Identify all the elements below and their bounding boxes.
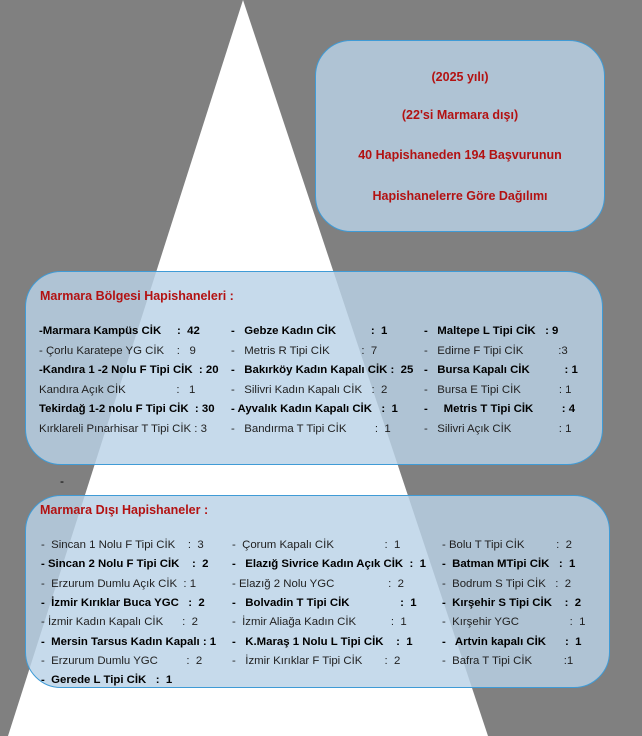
prison-entry: - Silivri Kadın Kapalı CİK : 2 bbox=[231, 383, 388, 396]
prison-entry: - İzmir Kadın Kapalı CİK : 2 bbox=[41, 616, 198, 629]
prison-row bbox=[26, 655, 609, 673]
prison-row bbox=[26, 558, 609, 576]
prison-entry: -Kandıra 1 -2 Nolu F Tipi CİK : 20 bbox=[39, 364, 219, 376]
prison-entry: - Bafra T Tipi CİK :1 bbox=[442, 654, 574, 667]
prison-entry: - Erzurum Dumlu Açık CİK : 1 bbox=[41, 577, 197, 590]
prison-row bbox=[26, 384, 602, 402]
prison-entry: - Bakırköy Kadın Kapalı CİK : 25 bbox=[231, 364, 414, 376]
prison-entry: - Sincan 2 Nolu F Tipi CİK : 2 bbox=[41, 558, 209, 571]
prison-row bbox=[26, 325, 602, 343]
outside-marmara-prisons-box bbox=[25, 495, 610, 688]
prison-entry: - Bursa Kapalı CİK : 1 bbox=[424, 364, 578, 376]
prison-entry: - Erzurum Dumlu YGC : 2 bbox=[41, 654, 203, 667]
prison-entry: - Mersin Tarsus Kadın Kapalı : 1 bbox=[41, 635, 217, 648]
prison-entry: - Silivri Açık CİK : 1 bbox=[424, 422, 572, 435]
prison-entry: - Maltepe L Tipi CİK : 9 bbox=[424, 325, 559, 337]
prison-entry: -Marmara Kampüs CİK : 42 bbox=[39, 325, 200, 337]
prison-entry: - Gerede L Tipi CİK : 1 bbox=[41, 674, 173, 687]
prison-entry: - Artvin kapalı CİK : 1 bbox=[442, 635, 582, 648]
prison-row bbox=[26, 364, 602, 382]
prison-entry: - Kırşehir S Tipi CİK : 2 bbox=[442, 596, 582, 609]
prison-entry: Tekirdağ 1-2 nolu F Tipi CİK : 30 bbox=[39, 403, 215, 415]
prison-row bbox=[26, 403, 602, 421]
prison-entry: - Batman MTipi CİK : 1 bbox=[442, 558, 576, 571]
summary-subtitle: Hapishanelerre Göre Dağılımı bbox=[372, 189, 548, 203]
outside-note: (22'si Marmara dışı) bbox=[401, 108, 519, 122]
prison-row bbox=[26, 578, 609, 596]
prison-entry: - Metris R Tipi CİK : 7 bbox=[231, 344, 378, 357]
prison-entry: - Bolvadin T Tipi CİK : 1 bbox=[232, 596, 417, 609]
prison-entry: - İzmir Kırıklar Buca YGC : 2 bbox=[41, 596, 205, 609]
prison-entry: - Elazığ 2 Nolu YGC : 2 bbox=[232, 577, 404, 590]
prison-entry: - Elazığ Sivrice Kadın Açık CİK : 1 bbox=[232, 558, 426, 571]
prison-entry: - Sincan 1 Nolu F Tipi CİK : 3 bbox=[41, 539, 204, 551]
prison-entry: - Bolu T Tipi CİK : 2 bbox=[442, 539, 572, 551]
prison-entry: - Edirne F Tipi CİK :3 bbox=[424, 344, 568, 357]
prison-entry: Kırklareli Pınarhisar T Tipi CİK : 3 bbox=[39, 422, 207, 435]
prison-row bbox=[26, 539, 609, 557]
year-label: (2025 yılı) bbox=[431, 70, 489, 84]
prison-row bbox=[26, 674, 609, 692]
prison-entry: - Gebze Kadın CİK : 1 bbox=[231, 325, 388, 337]
prison-entry: - İzmir Kırıklar F Tipi CİK : 2 bbox=[232, 654, 401, 667]
prison-entry: - Kırşehir YGC : 1 bbox=[442, 616, 586, 629]
prison-entry: Kandıra Açık CİK : 1 bbox=[39, 383, 196, 396]
marmara-title: Marmara Bölgesi Hapishaneleri : bbox=[40, 289, 234, 303]
separator-dash: - bbox=[60, 474, 64, 488]
prison-entry: - Metris T Tipi CİK : 4 bbox=[424, 403, 576, 415]
prison-row bbox=[26, 636, 609, 654]
summary-text: 40 Hapishaneden 194 Başvurunun bbox=[358, 148, 562, 162]
prison-entry: - Çorlu Karatepe YG CİK : 9 bbox=[39, 344, 196, 357]
prison-entry: - Ayvalık Kadın Kapalı CİK : 1 bbox=[231, 403, 398, 415]
prison-row bbox=[26, 345, 602, 363]
prison-row bbox=[26, 423, 602, 441]
summary-box bbox=[315, 40, 605, 232]
prison-entry: - Bursa E Tipi CİK : 1 bbox=[424, 383, 572, 396]
prison-entry: - Çorum Kapalı CİK : 1 bbox=[232, 539, 401, 551]
marmara-prisons-box bbox=[25, 271, 603, 465]
prison-entry: - Bodrum S Tipi CİK : 2 bbox=[442, 577, 572, 590]
prison-row bbox=[26, 616, 609, 634]
prison-entry: - İzmir Aliağa Kadın CİK : 1 bbox=[232, 616, 407, 629]
outside-title: Marmara Dışı Hapishaneler : bbox=[40, 503, 209, 517]
prison-entry: - Bandırma T Tipi CİK : 1 bbox=[231, 422, 391, 435]
prison-row bbox=[26, 597, 609, 615]
prison-entry: - K.Maraş 1 Nolu L Tipi CİK : 1 bbox=[232, 635, 413, 648]
